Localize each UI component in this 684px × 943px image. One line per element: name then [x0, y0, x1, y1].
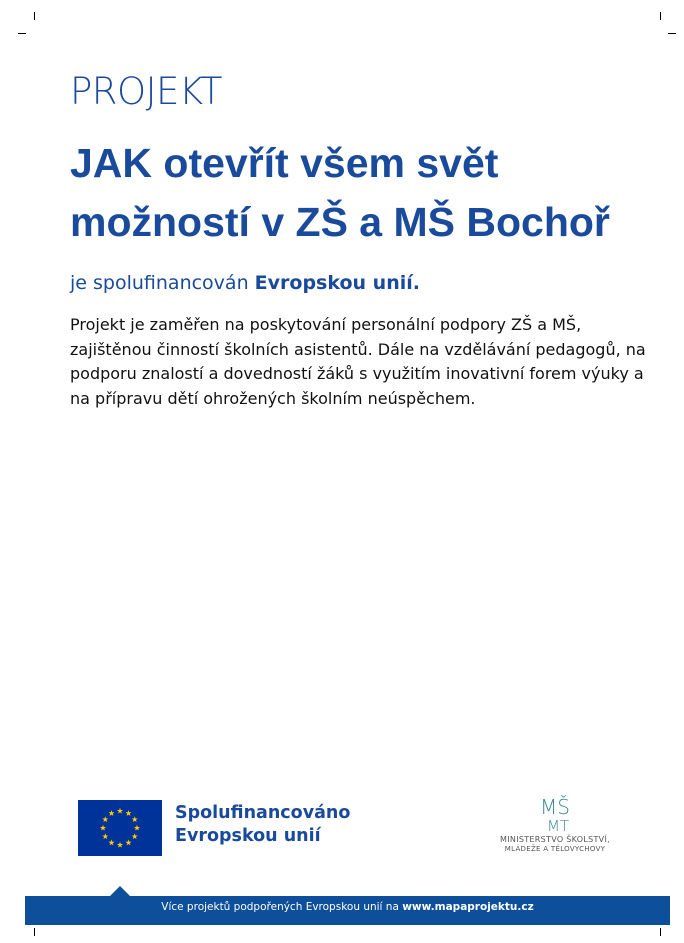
eu-star-icon: [117, 842, 123, 848]
crop-mark: [34, 928, 35, 936]
footer-text: Více projektů podpořených Evropskou unií na: [161, 901, 403, 913]
eu-flag-icon: [78, 800, 162, 856]
msmt-line2: MLÁDEŽE A TĚLOVÝCHOVY: [504, 845, 606, 853]
crop-mark: [668, 33, 676, 34]
eu-star-icon: [125, 840, 131, 846]
footer-notch: [110, 886, 130, 896]
msmt-mark-icon: MŠ MT: [540, 795, 570, 835]
content: [70, 70, 650, 412]
eu-star-icon: [125, 810, 131, 816]
project-label: PROJEKT: [70, 70, 222, 113]
project-title: JAK otevřít všem svět možností v ZŠ a MŠ Bochoř: [70, 140, 610, 245]
footer-bar: [25, 896, 670, 925]
msmt-logo: [490, 796, 620, 854]
msmt-line1: MINISTERSTVO ŠKOLSTVÍ,: [500, 835, 610, 844]
crop-mark: [34, 12, 35, 20]
crop-mark: [18, 33, 26, 34]
eu-star-icon: [134, 825, 140, 831]
eu-star-icon: [108, 840, 114, 846]
project-description: Projekt je zaměřen na poskytování personální podpory ZŠ a MŠ, zajištěnou činností školních asistentů. Dále na vzdělávání pedagogů, na podporu znalostí a dovedností žáků s využitím inovativní forem výuky a na přípravu dětí ohrožených školním neúspěchem.: [70, 315, 646, 409]
subtitle: [70, 270, 650, 296]
eu-cofinanced-text: [175, 802, 350, 848]
eu-text-line1: Spolufinancováno: [175, 803, 351, 823]
eu-text-line2: Evropskou unií: [175, 826, 321, 846]
eu-star-icon: [132, 833, 138, 839]
eu-star-icon: [102, 833, 108, 839]
eu-star-icon: [100, 825, 106, 831]
subtitle-emphasis: Evropskou unií.: [254, 272, 420, 294]
eu-star-icon: [132, 816, 138, 822]
footer-link[interactable]: www.mapaprojektu.cz: [402, 901, 534, 913]
subtitle-prefix: je spolufinancován: [70, 272, 255, 294]
eu-star-icon: [102, 816, 108, 822]
eu-star-icon: [117, 808, 123, 814]
crop-mark: [660, 12, 661, 20]
crop-mark: [660, 928, 661, 936]
eu-star-icon: [108, 810, 114, 816]
